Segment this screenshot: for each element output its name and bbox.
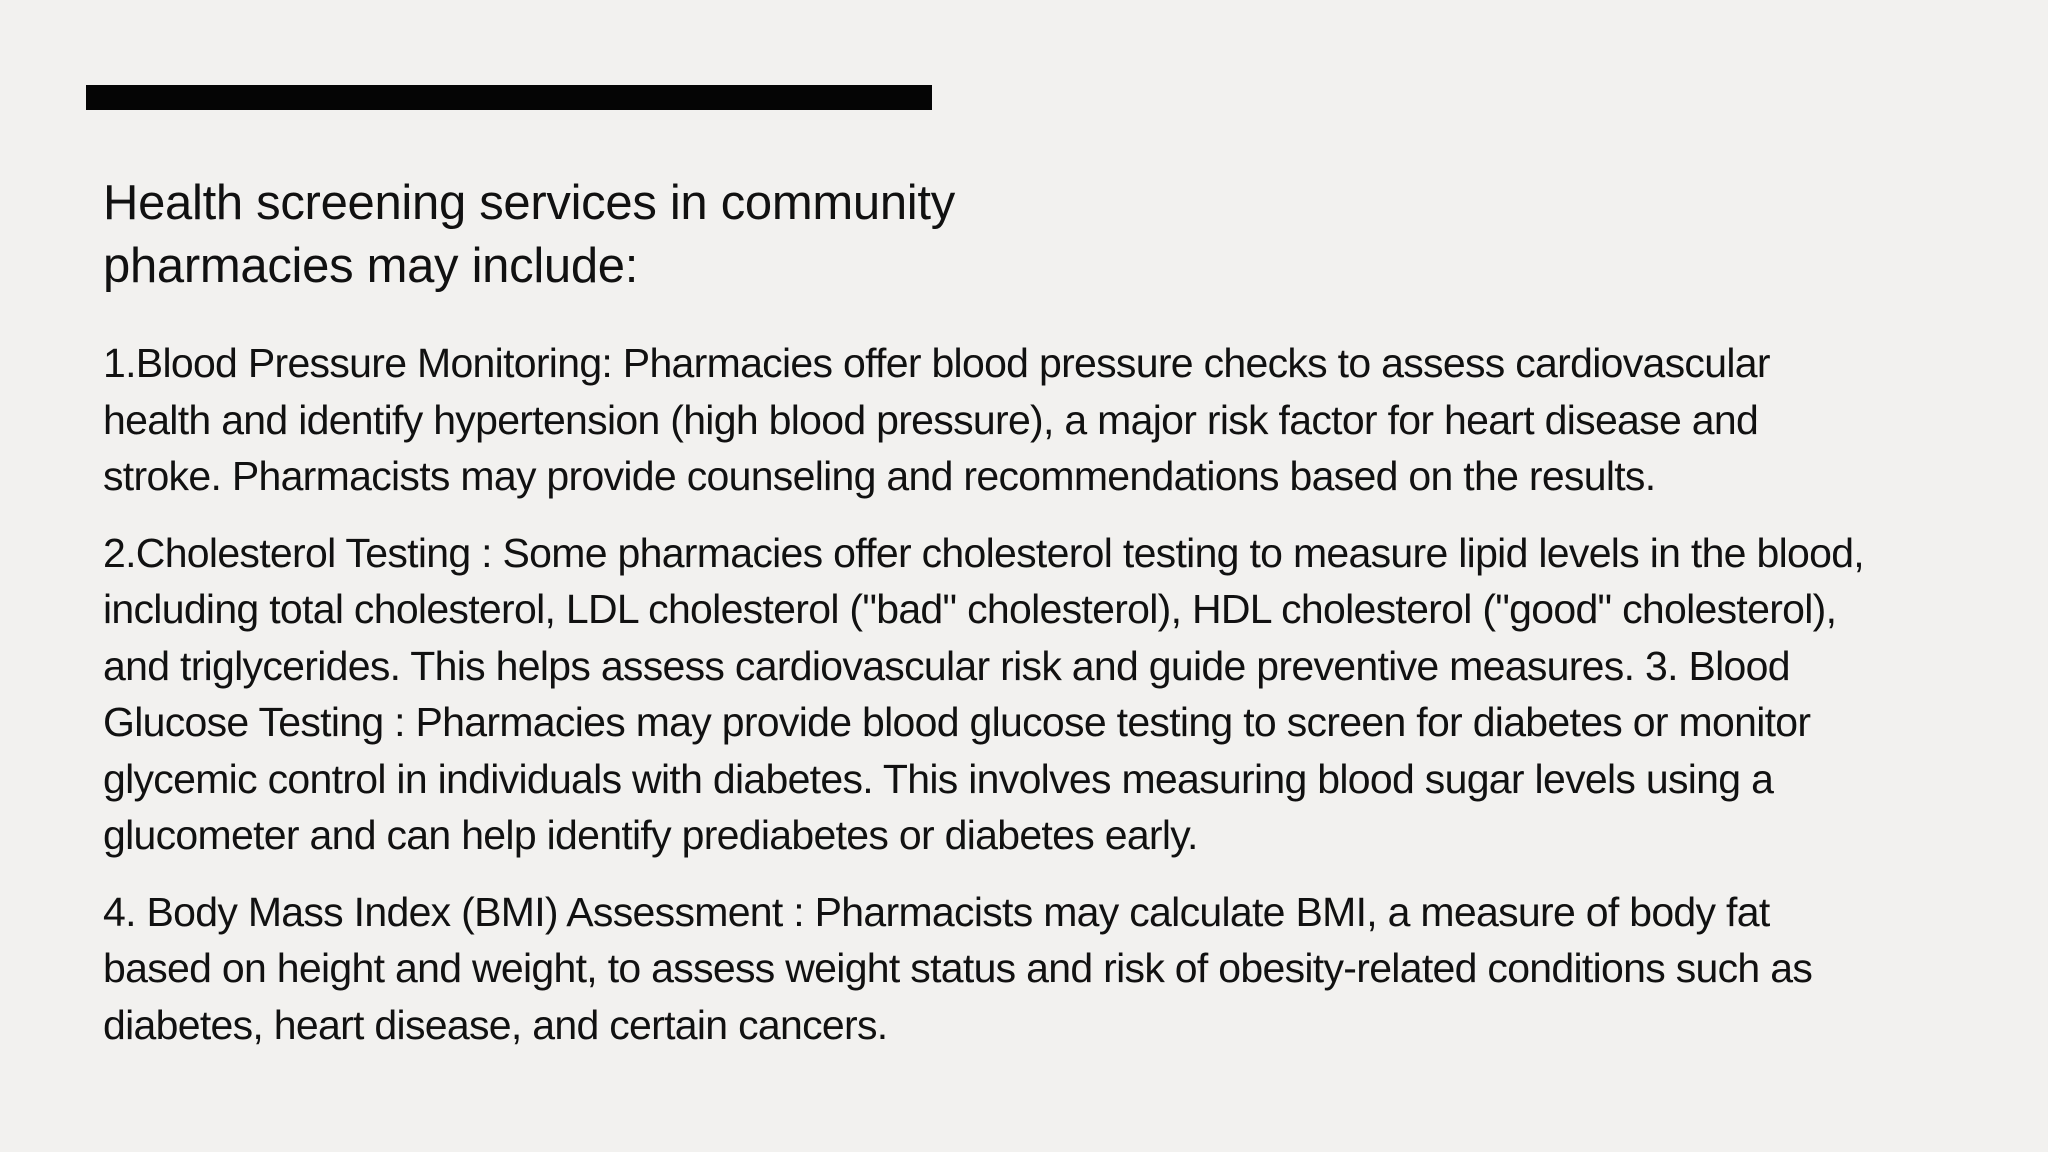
- paragraph-cholesterol-glucose: 2.Cholesterol Testing : Some pharmacies offer cholesterol testing to measure lipid levels in the blood, including total cholesterol, LDL cholesterol ("bad" cholesterol), HDL cholesterol ("good" cholesterol), and triglycerides. This helps assess cardiovascular risk and guide preventive measures. 3. Blood Glucose Testing : Pharmacies may provide blood glucose testing to screen for diabetes or monitor glycemic control in individuals with diabetes. This involves measuring blood sugar levels using a glucometer and can help identify prediabetes or diabetes early.: [103, 529, 1864, 858]
- paragraph-bmi: 4. Body Mass Index (BMI) Assessment : Pharmacists may calculate BMI, a measure of body fat based on height and weight, to assess weight status and risk of obesity-related conditions such as diabetes, heart disease, and certain cancers.: [103, 888, 1813, 1048]
- accent-bar: [86, 85, 932, 110]
- title-line-2: pharmacies may include:: [103, 239, 639, 293]
- slide-title: [103, 172, 1203, 298]
- title-line-1: Health screening services in community: [103, 176, 955, 230]
- slide-body: [103, 335, 1883, 1053]
- paragraph-blood-pressure: 1.Blood Pressure Monitoring: Pharmacies offer blood pressure checks to assess cardiovascular health and identify hypertension (high blood pressure), a major risk factor for heart disease and stroke. Pharmacists may provide counseling and recommendations based on the results.: [103, 340, 1770, 499]
